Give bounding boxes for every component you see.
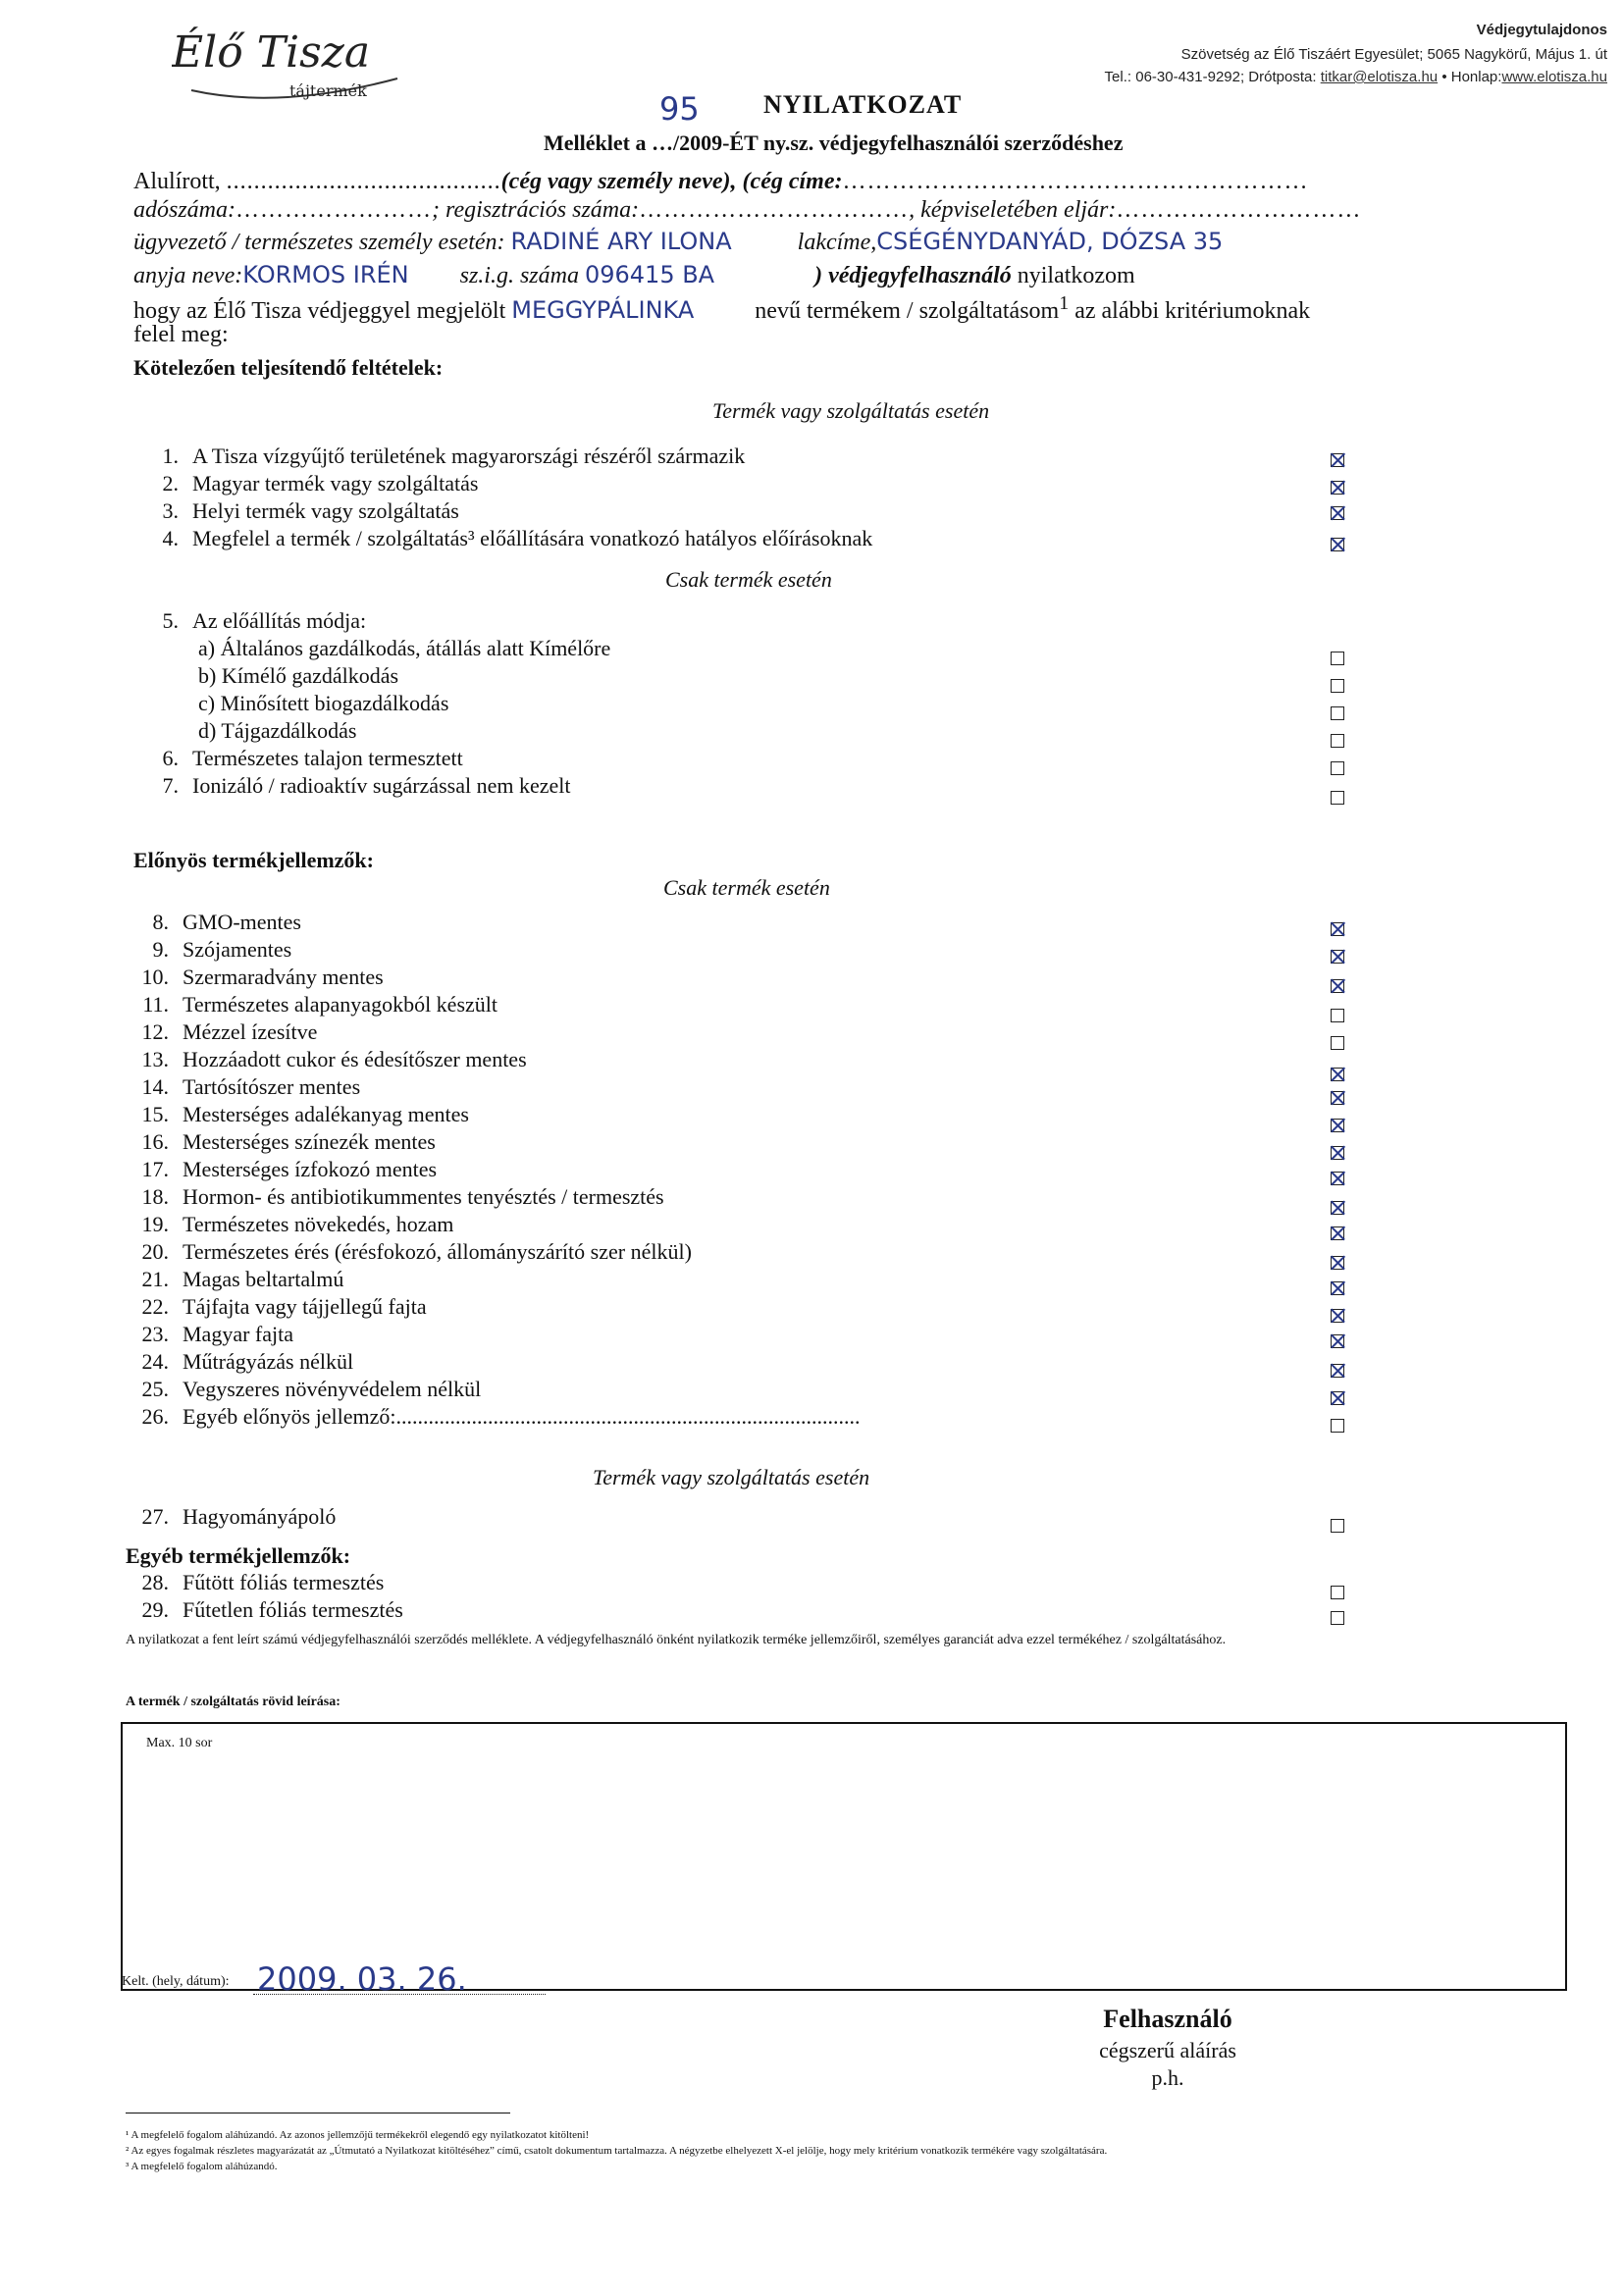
criteria-text: Helyi termék vagy szolgáltatás <box>192 498 459 523</box>
criteria-number: 3. <box>162 498 179 523</box>
criteria-row <box>135 1349 353 1375</box>
criteria-number: 12. <box>141 1019 169 1044</box>
intro-line-6: felel meg: <box>133 322 229 347</box>
criteria-row <box>135 1157 437 1182</box>
checkbox-empty[interactable] <box>1331 652 1344 665</box>
footnote-2: ² Az egyes fogalmak részletes magyarázatát az „Útmutató a Nyilatkozat kitöltéséhez” című, csatolt dokumentum tartalmazza. A négyzetbe elhelyezett X-el jelölje, hogy mely kritérium vonatkozik termékére vagy szolgáltatására. <box>126 2145 1108 2157</box>
criteria-number: 7. <box>162 773 179 798</box>
criteria-number: 10. <box>141 965 169 989</box>
criteria-number: 24. <box>141 1349 169 1374</box>
checkbox-empty[interactable] <box>1331 791 1344 805</box>
criteria-row <box>135 1404 861 1430</box>
checkbox-checked[interactable] <box>1331 1119 1344 1132</box>
subsection-product-or-service-2: Termék vagy szolgáltatás esetén <box>593 1465 870 1489</box>
homepage-link[interactable]: www.elotisza.hu <box>1501 69 1607 85</box>
criteria-text: A Tisza vízgyűjtő területének magyarországi részéről származik <box>192 444 746 468</box>
criteria-number: 4. <box>162 526 179 550</box>
criteria-number: 15. <box>141 1102 169 1126</box>
criteria-text: Mesterséges adalékanyag mentes <box>183 1102 469 1126</box>
checkbox-checked[interactable] <box>1331 1309 1344 1323</box>
checkbox-empty[interactable] <box>1331 1611 1344 1625</box>
owner-label: Védjegytulajdonos <box>1476 22 1607 38</box>
org-line: Szövetség az Élő Tiszáért Egyesület; 5065 Nagykörű, Május 1. út <box>1180 46 1607 63</box>
criteria-number: 28. <box>141 1570 169 1594</box>
criteria-row <box>145 526 872 551</box>
criteria-number: 8. <box>152 910 169 934</box>
criteria-text: Hormon- és antibiotikummentes tenyésztés / termesztés <box>183 1184 664 1209</box>
criteria-number: 14. <box>141 1074 169 1099</box>
criteria-row <box>135 965 384 990</box>
criteria-number: 11. <box>142 992 169 1017</box>
criteria-number: 25. <box>141 1377 169 1401</box>
criteria-row <box>198 636 610 661</box>
criteria-text: Vegyszeres növényvédelem nélkül <box>183 1377 482 1401</box>
intro-line-5: hogy az Élő Tisza védjeggyel megjelölt MEGGYPÁLINKA nevű termékem / szolgáltatásom$^1$ az alábbi kritériumoknak <box>133 292 1311 324</box>
criteria-text: Hagyományápoló <box>183 1504 337 1529</box>
checkbox-checked[interactable] <box>1331 1256 1344 1270</box>
criteria-text: Magyar termék vagy szolgáltatás <box>192 471 479 496</box>
criteria-number: 5. <box>162 608 179 633</box>
criteria-number: 16. <box>141 1129 169 1154</box>
criteria-text: Egyéb előnyös jellemző:...................................................................................... <box>183 1404 861 1429</box>
criteria-text: Ionizáló / radioaktív sugárzással nem kezelt <box>192 773 571 798</box>
footnote-1: ¹ A megfelelő fogalom aláhúzandó. Az azonos jellemzőjű termékekről elegendő egy nyilatkozatot kitölteni! <box>126 2129 590 2141</box>
criteria-row <box>135 1239 692 1265</box>
handwritten-id: 096415 BA <box>584 261 715 288</box>
checkbox-empty[interactable] <box>1331 734 1344 748</box>
criteria-text: Műtrágyázás nélkül <box>183 1349 354 1374</box>
criteria-number: 18. <box>141 1184 169 1209</box>
handwritten-product: MEGGYPÁLINKA <box>511 296 695 324</box>
checkbox-empty[interactable] <box>1331 761 1344 775</box>
criteria-text: Mézzel ízesítve <box>183 1019 318 1044</box>
intro-line-3: ügyvezető / természetes személy esetén: RADINÉ ARY ILONA lakcíme,CSÉGÉNYDANYÁD, DÓZSA 35 <box>133 228 1224 255</box>
criteria-number: 6. <box>162 746 179 770</box>
criteria-text: Természetes alapanyagokból készült <box>183 992 497 1017</box>
criteria-text: Tájfajta vagy tájjellegű fajta <box>183 1294 427 1319</box>
intro-line-1: Alulírott, ........................................(cég vagy személy neve), (cég címe:………………………………………………… <box>133 169 1309 194</box>
criteria-row <box>135 1597 403 1623</box>
criteria-number: 29. <box>141 1597 169 1622</box>
handwritten-name: RADINÉ ARY ILONA <box>510 228 732 255</box>
checkbox-checked[interactable] <box>1331 1201 1344 1215</box>
criteria-text: a) Általános gazdálkodás, átállás alatt Kímélőre <box>198 636 611 660</box>
criteria-text: b) Kímélő gazdálkodás <box>198 663 399 688</box>
criteria-row <box>198 663 398 689</box>
checkbox-empty[interactable] <box>1331 679 1344 693</box>
description-box[interactable] <box>121 1722 1567 1991</box>
criteria-text: Természetes talajon termesztett <box>192 746 463 770</box>
criteria-row <box>198 691 448 716</box>
criteria-text: Mesterséges ízfokozó mentes <box>183 1157 438 1181</box>
contact-line <box>1105 69 1607 85</box>
criteria-row <box>145 773 570 799</box>
criteria-number: 26. <box>141 1404 169 1429</box>
criteria-text: Megfelel a termék / szolgáltatás³ előállítására vonatkozó hatályos előírásoknak <box>192 526 873 550</box>
criteria-row <box>145 746 463 771</box>
checkbox-checked[interactable] <box>1331 922 1344 936</box>
logo-tagline: tájtermék <box>289 81 367 100</box>
section-advantageous: Előnyös termékjellemzők: <box>133 848 374 872</box>
document-title: NYILATKOZAT <box>763 90 963 119</box>
checkbox-empty[interactable] <box>1331 1419 1344 1433</box>
criteria-text: Tartósítószer mentes <box>183 1074 361 1099</box>
email-link[interactable]: titkar@elotisza.hu <box>1320 69 1439 85</box>
checkbox-checked[interactable] <box>1331 1281 1344 1295</box>
criteria-row <box>135 937 291 963</box>
handwritten-mother: KORMOS IRÉN <box>242 261 409 288</box>
checkbox-empty[interactable] <box>1331 1036 1344 1050</box>
checkbox-empty[interactable] <box>1331 1519 1344 1533</box>
criteria-row <box>135 1294 427 1320</box>
checkbox-checked[interactable] <box>1331 1068 1344 1081</box>
criteria-row <box>135 1377 481 1402</box>
ph-label: p.h. <box>1151 2065 1184 2090</box>
section-other: Egyéb termékjellemzők: <box>126 1543 351 1568</box>
criteria-row <box>145 498 459 524</box>
checkbox-checked[interactable] <box>1331 950 1344 964</box>
description-label: A termék / szolgáltatás rövid leírása: <box>126 1695 340 1709</box>
subsection-product-only-2: Csak termék esetén <box>663 875 830 900</box>
criteria-text: Természetes növekedés, hozam <box>183 1212 454 1236</box>
checkbox-checked[interactable] <box>1331 979 1344 993</box>
criteria-row <box>145 471 478 496</box>
checkbox-checked[interactable] <box>1331 538 1344 551</box>
homepage-label: • Honlap: <box>1441 69 1502 85</box>
checkbox-checked[interactable] <box>1331 506 1344 520</box>
checkbox-checked[interactable] <box>1331 1146 1344 1160</box>
contact-prefix: Tel.: 06-30-431-9292; Drótposta: <box>1104 69 1317 85</box>
criteria-text: Mesterséges színezék mentes <box>183 1129 436 1154</box>
criteria-row <box>135 1047 527 1072</box>
logo-brand: Élő Tisza <box>172 27 371 78</box>
user-label: Felhasználó <box>1103 2005 1232 2033</box>
date-line <box>253 1994 546 1995</box>
criteria-row <box>135 1322 293 1347</box>
criteria-text: Magyar fajta <box>183 1322 293 1346</box>
subsection-product-only: Csak termék esetén <box>665 567 832 592</box>
handwritten-date: 2009. 03. 26. <box>257 1960 467 1998</box>
criteria-number: 13. <box>141 1047 169 1071</box>
checkbox-checked[interactable] <box>1331 1091 1344 1105</box>
intro-line-2: adószáma:……………………; regisztrációs száma:……………………………, képviseletében eljár:………………………… <box>133 197 1362 223</box>
criteria-row <box>135 1074 360 1100</box>
criteria-text: d) Tájgazdálkodás <box>198 718 357 743</box>
footnote-3: ³ A megfelelő fogalom aláhúzandó. <box>126 2161 278 2172</box>
criteria-number: 21. <box>141 1267 169 1291</box>
checkbox-checked[interactable] <box>1331 1172 1344 1185</box>
criteria-text: Fűtött fóliás termesztés <box>183 1570 385 1594</box>
date-label: Kelt. (hely, dátum): <box>122 1974 230 1989</box>
criteria-text: Az előállítás módja: <box>192 608 367 633</box>
checkbox-empty[interactable] <box>1331 1586 1344 1599</box>
criteria-text: Magas beltartalmú <box>183 1267 344 1291</box>
checkbox-checked[interactable] <box>1331 1226 1344 1240</box>
elo-tisza-logo <box>172 22 407 102</box>
handwritten-number: 95 <box>659 90 700 128</box>
checkbox-checked[interactable] <box>1331 1391 1344 1405</box>
criteria-text: c) Minősített biogazdálkodás <box>198 691 449 715</box>
criteria-row <box>135 992 497 1018</box>
checkbox-checked[interactable] <box>1331 1364 1344 1378</box>
declaration-note: A nyilatkozat a fent leírt számú védjegyfelhasználói szerződés melléklete. A védjegyfelhasználó önként nyilatkozik terméke jellemzőiről, személyes garanciát adva ezzel termékéhez / szolgáltatásához. <box>126 1633 1227 1647</box>
criteria-row <box>135 1184 664 1210</box>
intro-line-4: anyja neve:KORMOS IRÉN sz.i.g. száma 096415 BA ) védjegyfelhasználó nyilatkozom <box>133 261 1135 288</box>
criteria-row <box>135 1019 317 1045</box>
checkbox-checked[interactable] <box>1331 1334 1344 1348</box>
criteria-text: Fűtetlen fóliás termesztés <box>183 1597 403 1622</box>
criteria-row <box>135 910 301 935</box>
criteria-number: 19. <box>141 1212 169 1236</box>
criteria-number: 27. <box>141 1504 169 1529</box>
criteria-text: Hozzáadott cukor és édesítőszer mentes <box>183 1047 527 1071</box>
criteria-number: 17. <box>141 1157 169 1181</box>
criteria-row <box>135 1504 336 1530</box>
criteria-number: 20. <box>141 1239 169 1264</box>
criteria-number: 1. <box>162 444 179 468</box>
checkbox-checked[interactable] <box>1331 453 1344 467</box>
criteria-row <box>135 1102 469 1127</box>
criteria-text: Természetes érés (érésfokozó, állományszárító szer nélkül) <box>183 1239 692 1264</box>
document-subtitle: Melléklet a …/2009-ÉT ny.sz. védjegyfelhasználói szerződéshez <box>544 130 1124 155</box>
criteria-row <box>135 1129 436 1155</box>
checkbox-empty[interactable] <box>1331 1009 1344 1022</box>
criteria-number: 2. <box>162 471 179 496</box>
description-hint: Max. 10 sor <box>146 1736 213 1750</box>
subsection-product-or-service: Termék vagy szolgáltatás esetén <box>712 398 990 423</box>
checkbox-checked[interactable] <box>1331 481 1344 495</box>
criteria-text: GMO-mentes <box>183 910 301 934</box>
criteria-row <box>135 1267 343 1292</box>
section-mandatory: Kötelezően teljesítendő feltételek: <box>133 355 444 380</box>
criteria-text: Szermaradvány mentes <box>183 965 384 989</box>
criteria-number: 22. <box>141 1294 169 1319</box>
company-signature-label: cégszerű aláírás <box>1099 2038 1236 2062</box>
criteria-row <box>145 608 366 634</box>
criteria-row <box>198 718 356 744</box>
criteria-row <box>135 1212 453 1237</box>
criteria-number: 9. <box>152 937 169 962</box>
criteria-number: 23. <box>141 1322 169 1346</box>
checkbox-empty[interactable] <box>1331 706 1344 720</box>
handwritten-address: CSÉGÉNYDANYÁD, DÓZSA 35 <box>876 228 1224 255</box>
criteria-row <box>145 444 745 469</box>
criteria-text: Szójamentes <box>183 937 292 962</box>
criteria-row <box>135 1570 384 1595</box>
